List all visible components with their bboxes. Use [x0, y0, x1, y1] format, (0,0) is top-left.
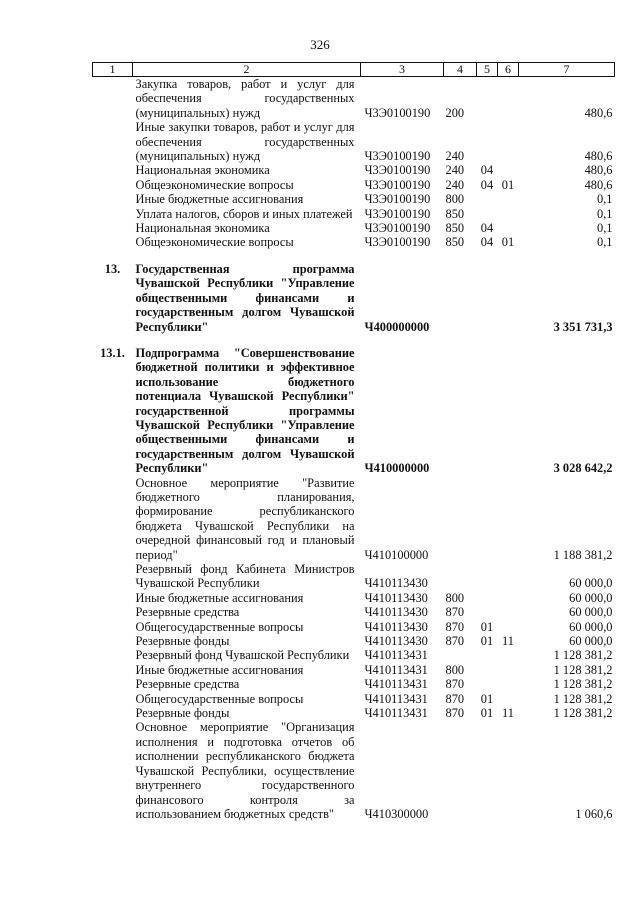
row-section: 04: [480, 163, 494, 178]
row-name: Иные бюджетные ассигнования: [135, 590, 304, 605]
row-number: [93, 562, 133, 591]
row-sum: 1 128 381,2: [553, 691, 613, 706]
row-section: 01: [480, 619, 494, 634]
table-row: [93, 120, 615, 163]
row-sum: 60 000,0: [569, 634, 613, 649]
row-sum: 480,6: [584, 149, 613, 164]
row-sum: 480,6: [584, 163, 613, 178]
row-code: Ч3Э0100190: [364, 221, 431, 236]
row-sum: 1 128 381,2: [553, 677, 613, 692]
row-name: Подпрограмма "Совершенствование бюджетной политики и эффективное использование бюджетного потенциала Чувашской Республики" государственной программы Чувашской Республики "Управление общественными финансами и государственным долгом Чувашской Республики": [135, 345, 355, 476]
row-section: [477, 77, 498, 121]
row-code: Ч410113430: [364, 576, 428, 591]
row-code: Ч410113431: [364, 677, 428, 692]
table-row: [93, 476, 615, 562]
row-name: Основное мероприятие "Организация исполнения и подготовка отчетов об исполнении республиканского бюджета Чувашской Республики, осуществление внутреннего государственного финансового контроля за использованием бюджетных средств": [135, 720, 355, 821]
table-row: [93, 562, 615, 591]
col-header: 2: [133, 63, 361, 77]
table-row: [93, 663, 615, 677]
row-subsection: [498, 221, 519, 235]
row-section: 04: [480, 177, 494, 192]
table-row: [93, 262, 615, 334]
row-name: Национальная экономика: [135, 221, 270, 236]
row-number: 13.1.: [100, 345, 125, 360]
row-expense-type: 800: [445, 192, 465, 207]
row-name: Общеэкономические вопросы: [135, 177, 294, 192]
row-section: [477, 192, 498, 206]
row-section: 01: [480, 691, 494, 706]
row-sum: 1 188 381,2: [553, 547, 613, 562]
table-row: [93, 620, 615, 634]
col-header: 3: [361, 63, 444, 77]
row-subsection: 11: [502, 706, 514, 721]
row-sum: 480,6: [584, 177, 613, 192]
row-sum: 480,6: [584, 105, 613, 120]
row-sum: 1 060,6: [575, 806, 613, 821]
table-row: [93, 221, 615, 235]
row-number: [93, 720, 133, 821]
row-name: Общегосударственные вопросы: [135, 619, 304, 634]
row-expense-type: 870: [445, 706, 465, 721]
row-section: [477, 207, 498, 221]
col-header: 4: [444, 63, 477, 77]
row-sum: 60 000,0: [569, 590, 613, 605]
row-sum: 0,1: [597, 235, 613, 250]
row-code: Ч400000000: [364, 319, 430, 334]
row-expense-type: 870: [445, 634, 465, 649]
row-name: Резервный фонд Чувашской Республики: [135, 648, 350, 663]
spacer-row: [93, 334, 615, 346]
table-row: [93, 346, 615, 476]
row-number: [93, 634, 133, 648]
row-subsection: [498, 192, 519, 206]
row-name: Резервные фонды: [135, 706, 230, 721]
row-name: Национальная экономика: [135, 163, 270, 178]
row-subsection: 11: [502, 634, 514, 649]
row-code: Ч410113430: [364, 619, 428, 634]
row-code: Ч3Э0100190: [364, 206, 431, 221]
row-number: [93, 620, 133, 634]
row-name: Общеэкономические вопросы: [135, 235, 294, 250]
row-subsection: 01: [501, 177, 515, 192]
row-name: Государственная программа Чувашской Республики "Управление общественными финансами и государственным долгом Чувашской Республики": [135, 261, 355, 334]
row-section: 04: [480, 235, 494, 250]
row-code: Ч410113430: [364, 590, 428, 605]
row-expense-type: 800: [445, 662, 465, 677]
row-name: Иные закупки товаров, работ и услуг для обеспечения государственных (муниципальных) нужд: [135, 120, 355, 164]
row-code: Ч3Э0100190: [364, 149, 431, 164]
row-code: Ч410113430: [364, 605, 428, 620]
row-expense-type: [444, 648, 477, 662]
row-section: [477, 663, 498, 677]
row-name: Уплата налогов, сборов и иных платежей: [135, 206, 353, 221]
row-expense-type: 240: [445, 177, 465, 192]
row-code: Ч3Э0100190: [364, 192, 431, 207]
row-expense-type: [444, 346, 477, 476]
table-row: [93, 163, 615, 177]
row-name: Резервный фонд Кабинета Министров Чувашской Республики: [135, 562, 355, 591]
row-number: [93, 677, 133, 691]
row-subsection: [498, 562, 519, 591]
row-code: Ч410113431: [364, 648, 428, 663]
row-sum: 0,1: [597, 192, 613, 207]
row-code: Ч410113431: [364, 706, 428, 721]
row-number: [93, 605, 133, 619]
row-section: 04: [480, 221, 494, 236]
row-code: Ч3Э0100190: [364, 105, 431, 120]
row-name: Резервные средства: [135, 677, 240, 692]
col-header: 5: [477, 63, 498, 77]
row-expense-type: 240: [445, 163, 465, 178]
row-number: [93, 706, 133, 720]
row-section: [477, 605, 498, 619]
table-row: [93, 207, 615, 221]
row-name: Резервные средства: [135, 605, 240, 620]
row-name: Резервные фонды: [135, 634, 230, 649]
row-number: [93, 163, 133, 177]
row-sum: 3 351 731,3: [553, 319, 613, 334]
row-section: [477, 476, 498, 562]
row-subsection: [498, 262, 519, 334]
row-subsection: [498, 692, 519, 706]
row-number: [93, 648, 133, 662]
row-section: [477, 591, 498, 605]
row-sum: 1 128 381,2: [553, 662, 613, 677]
row-subsection: [498, 591, 519, 605]
spacer-cell: [93, 250, 615, 262]
row-number: [93, 192, 133, 206]
row-number: [93, 207, 133, 221]
row-sum: 0,1: [597, 221, 613, 236]
spacer-row: [93, 250, 615, 262]
table-row: [93, 77, 615, 121]
row-section: [477, 677, 498, 691]
col-header: 1: [93, 63, 133, 77]
row-code: Ч410113430: [364, 634, 428, 649]
row-number: [93, 178, 133, 192]
table-row: [93, 591, 615, 605]
row-sum: 0,1: [597, 206, 613, 221]
row-code: Ч3Э0100190: [364, 177, 431, 192]
row-sum: 1 128 381,2: [553, 706, 613, 721]
row-number: [93, 120, 133, 163]
row-subsection: [498, 77, 519, 121]
budget-table: [92, 62, 615, 821]
row-subsection: [498, 120, 519, 163]
row-name: Общегосударственные вопросы: [135, 691, 304, 706]
row-expense-type: 800: [445, 590, 465, 605]
row-section: [477, 720, 498, 821]
row-subsection: [498, 677, 519, 691]
row-name: Иные бюджетные ассигнования: [135, 192, 304, 207]
table-row: [93, 720, 615, 821]
row-subsection: [498, 346, 519, 476]
row-subsection: [498, 605, 519, 619]
row-expense-type: 870: [445, 605, 465, 620]
row-number: 13.: [104, 261, 121, 276]
row-name: Основное мероприятие "Развитие бюджетного планирования, формирование республиканского бюджета Чувашской Республики на очередной финансовый год и плановый период": [135, 475, 355, 562]
col-header: 7: [519, 63, 615, 77]
row-code: Ч3Э0100190: [364, 235, 431, 250]
row-name: Иные бюджетные ассигнования: [135, 662, 304, 677]
row-section: [477, 648, 498, 662]
row-expense-type: 200: [445, 105, 465, 120]
row-number: [93, 692, 133, 706]
row-expense-type: [444, 562, 477, 591]
row-number: [93, 476, 133, 562]
row-subsection: [498, 163, 519, 177]
row-section: [477, 262, 498, 334]
row-expense-type: 870: [445, 677, 465, 692]
table-row: [93, 192, 615, 206]
col-header: 6: [498, 63, 519, 77]
page-number: 326: [310, 37, 330, 52]
row-sum: 60 000,0: [569, 605, 613, 620]
row-number: [93, 221, 133, 235]
row-code: Ч410000000: [364, 461, 430, 476]
row-section: 01: [480, 706, 494, 721]
table-row: [93, 605, 615, 619]
row-expense-type: 850: [445, 235, 465, 250]
spacer-cell: [93, 334, 615, 346]
table-row: [93, 634, 615, 648]
row-sum: 60 000,0: [569, 619, 613, 634]
table-row: [93, 706, 615, 720]
row-code: Ч410113431: [364, 662, 428, 677]
row-subsection: [498, 476, 519, 562]
row-number: [93, 77, 133, 121]
row-expense-type: 850: [445, 221, 465, 236]
row-expense-type: [444, 720, 477, 821]
row-code: Ч410113431: [364, 691, 428, 706]
table-row: [93, 178, 615, 192]
row-expense-type: 870: [445, 691, 465, 706]
row-code: Ч3Э0100190: [364, 163, 431, 178]
row-code: Ч410300000: [364, 806, 429, 821]
table-row: [93, 692, 615, 706]
row-section: [477, 562, 498, 591]
row-number: [93, 591, 133, 605]
row-expense-type: 240: [445, 149, 465, 164]
table-row: [93, 648, 615, 662]
row-expense-type: [444, 476, 477, 562]
table-body: [93, 77, 615, 822]
row-sum: 60 000,0: [569, 576, 613, 591]
table-row: [93, 235, 615, 249]
row-section: [477, 346, 498, 476]
row-expense-type: 850: [445, 206, 465, 221]
row-subsection: 01: [501, 235, 515, 250]
row-subsection: [498, 648, 519, 662]
row-expense-type: 870: [445, 619, 465, 634]
row-subsection: [498, 663, 519, 677]
row-code: Ч410100000: [364, 547, 429, 562]
row-name: Закупка товаров, работ и услуг для обеспечения государственных (муниципальных) нужд: [135, 77, 355, 120]
row-section: [477, 120, 498, 163]
table-row: [93, 677, 615, 691]
row-sum: 1 128 381,2: [553, 648, 613, 663]
row-subsection: [498, 720, 519, 821]
row-sum: 3 028 642,2: [553, 461, 613, 476]
column-number-header: [93, 63, 615, 77]
row-expense-type: [444, 262, 477, 334]
row-number: [93, 235, 133, 249]
row-subsection: [498, 207, 519, 221]
row-section: 01: [480, 634, 494, 649]
row-subsection: [498, 620, 519, 634]
row-number: [93, 663, 133, 677]
